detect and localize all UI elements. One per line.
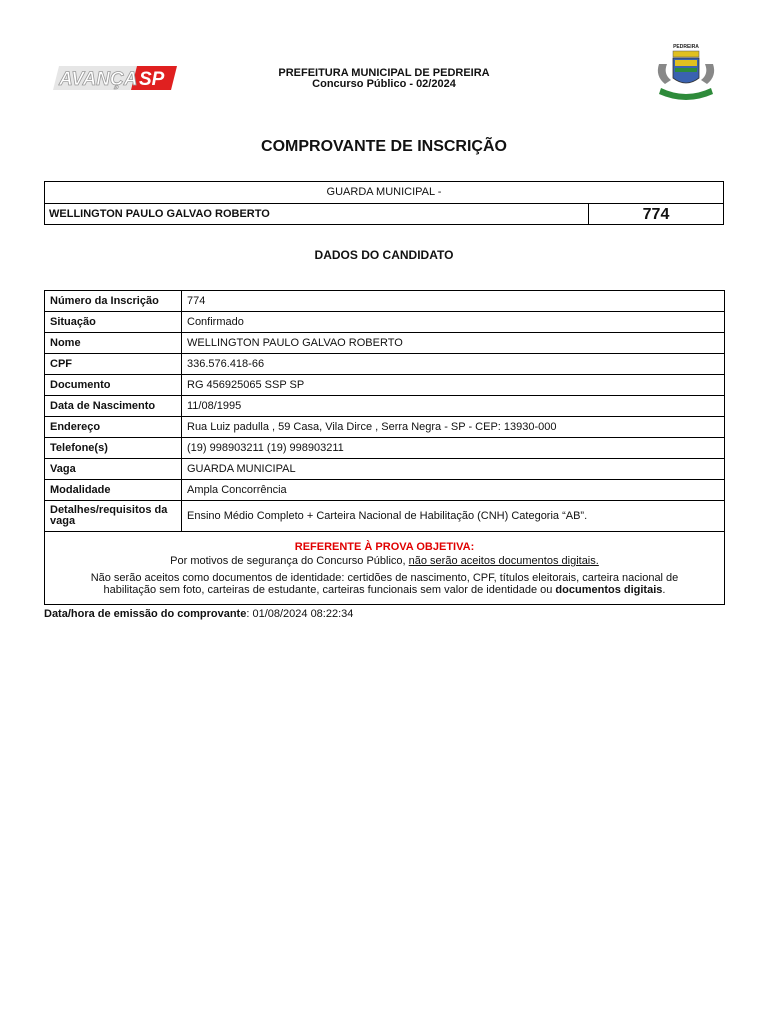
field-label: Número da Inscrição: [45, 291, 182, 312]
candidate-data-table: [44, 290, 725, 532]
table-row: [45, 480, 725, 501]
notice-security-line: [45, 555, 724, 567]
exam-notice: [44, 532, 725, 605]
field-value: Rua Luiz padulla , 59 Casa, Vila Dirce , Serra Negra - SP - CEP: 13930-000: [182, 417, 725, 438]
field-value: 774: [182, 291, 725, 312]
notice-identity-text: Não serão aceitos como documentos de identidade: certidões de nascimento, CPF, títulos eleitorais, carteira nacional de habilitação sem foto, carteiras de estudante, carteiras funcionais sem valor de identidade ou: [90, 572, 679, 596]
position-title: GUARDA MUNICIPAL -: [45, 182, 723, 204]
notice-identity-rules: [45, 572, 724, 596]
notice-digital-warning: não serão aceitos documentos digitais.: [408, 555, 599, 567]
contest-name: Concurso Público - 02/2024: [312, 78, 456, 90]
field-value: 336.576.418-66: [182, 354, 725, 375]
svg-text:AVANÇA: AVANÇA: [59, 69, 138, 90]
field-value: Ampla Concorrência: [182, 480, 725, 501]
issue-datetime: [44, 608, 353, 620]
table-row: [45, 459, 725, 480]
document-title: COMPROVANTE DE INSCRIÇÃO: [261, 138, 507, 155]
field-label: Documento: [45, 375, 182, 396]
svg-text:PEDREIRA: PEDREIRA: [673, 44, 699, 50]
field-value: GUARDA MUNICIPAL: [182, 459, 725, 480]
field-value: Confirmado: [182, 312, 725, 333]
table-row: [45, 375, 725, 396]
field-label: Vaga: [45, 459, 182, 480]
notice-title: REFERENTE À PROVA OBJETIVA:: [294, 541, 475, 553]
table-row: [45, 312, 725, 333]
field-label: CPF: [45, 354, 182, 375]
field-value: 11/08/1995: [182, 396, 725, 417]
field-value: WELLINGTON PAULO GALVAO ROBERTO: [182, 333, 725, 354]
field-label: Telefone(s): [45, 438, 182, 459]
notice-digital-docs: documentos digitais: [555, 584, 663, 596]
field-value: RG 456925065 SSP SP: [182, 375, 725, 396]
field-value: (19) 998903211 (19) 998903211: [182, 438, 725, 459]
issue-datetime-value: : 01/08/2024 08:22:34: [246, 608, 354, 620]
field-label: Detalhes/requisitos da vaga: [45, 501, 182, 532]
svg-text:SP: SP: [139, 69, 165, 90]
table-row: [45, 501, 725, 532]
table-row: [45, 417, 725, 438]
registration-number: 774: [642, 206, 670, 223]
section-title: DADOS DO CANDIDATO: [314, 248, 454, 262]
table-row: [45, 396, 725, 417]
field-value: Ensino Médio Completo + Carteira Nacional de Habilitação (CNH) Categoria “AB”.: [182, 501, 725, 532]
candidate-name: WELLINGTON PAULO GALVAO ROBERTO: [45, 204, 589, 225]
issue-datetime-label: Data/hora de emissão do comprovante: [44, 608, 247, 620]
field-label: Nome: [45, 333, 182, 354]
table-row: [45, 354, 725, 375]
field-label: Data de Nascimento: [45, 396, 182, 417]
field-label: Modalidade: [45, 480, 182, 501]
table-row: [45, 438, 725, 459]
org-name: PREFEITURA MUNICIPAL DE PEDREIRA: [278, 67, 490, 79]
table-row: [45, 291, 725, 312]
notice-end: .: [662, 584, 666, 596]
table-row: [45, 333, 725, 354]
field-label: Endereço: [45, 417, 182, 438]
field-label: Situação: [45, 312, 182, 333]
registration-summary: [44, 181, 724, 225]
notice-security-text: Por motivos de segurança do Concurso Público,: [170, 555, 409, 567]
